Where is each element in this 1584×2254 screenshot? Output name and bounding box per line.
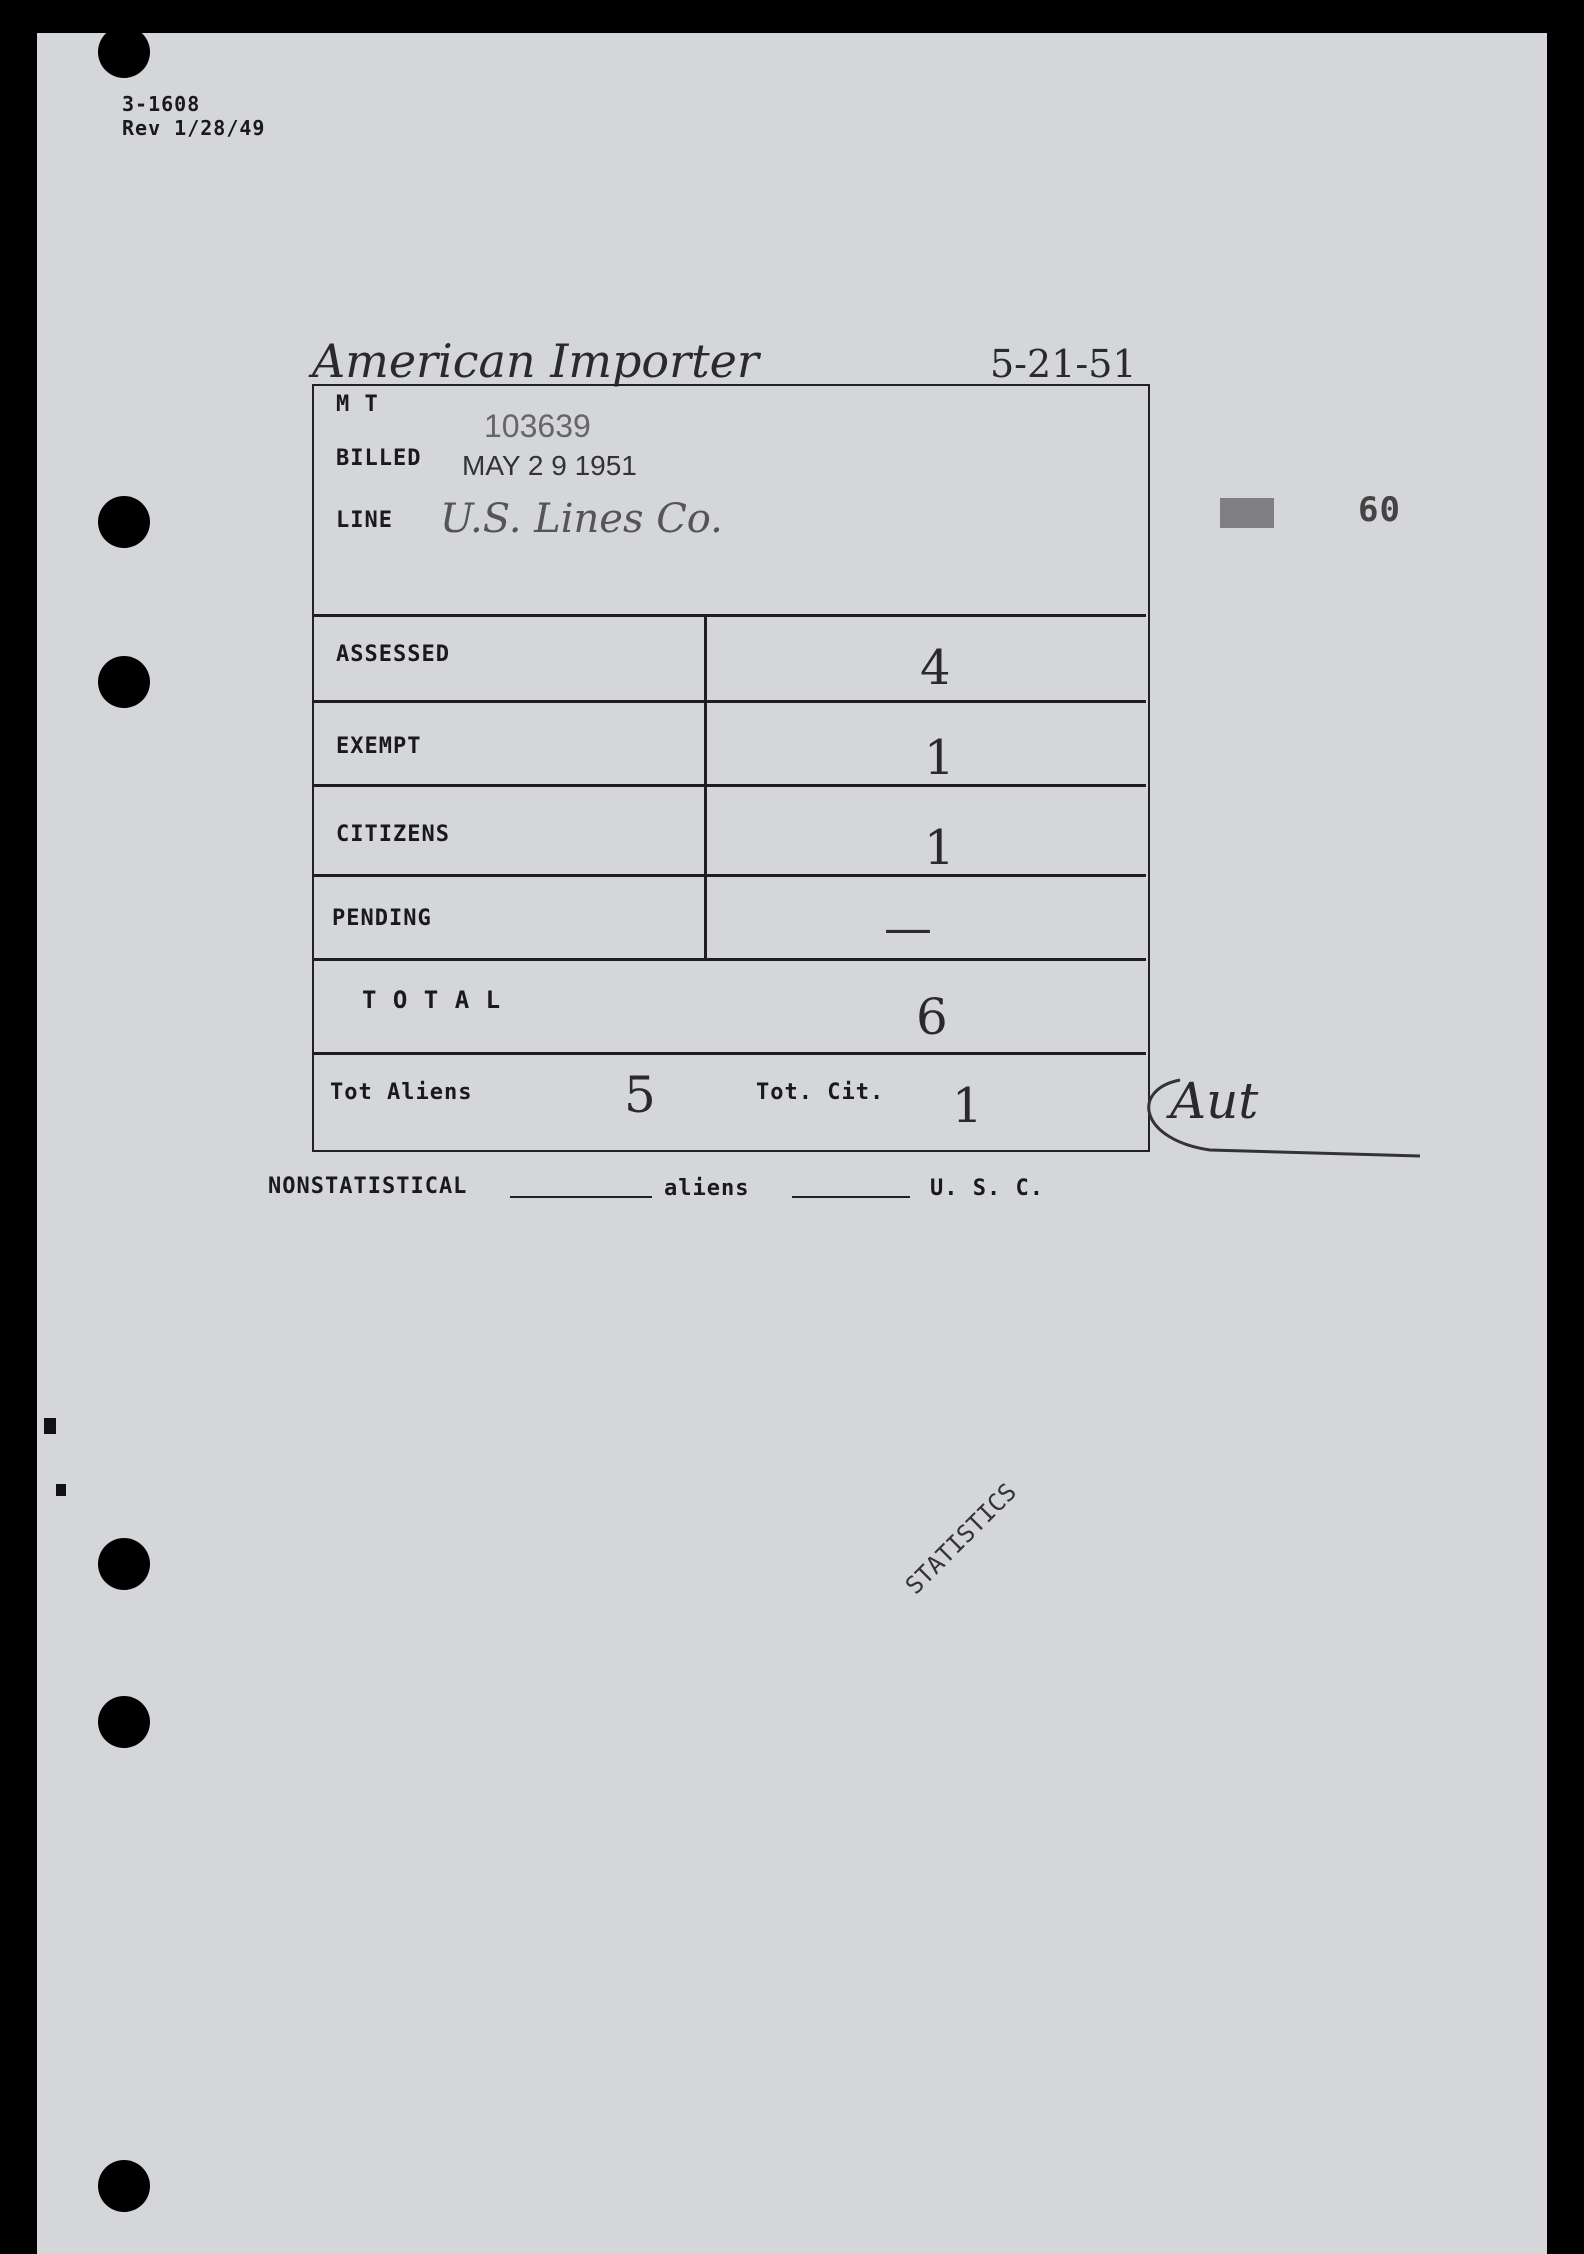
tot-aliens-label: Tot Aliens [330,1080,473,1105]
punch-hole-2 [98,496,150,548]
exempt-value: 1 [924,730,955,786]
punch-hole-5 [98,1696,150,1748]
punch-hole-1 [98,26,150,78]
statistics-card [312,384,1150,1152]
edge-mark-1 [44,1418,56,1434]
form-revision: Rev 1/28/49 [122,116,266,140]
aliens-label: aliens [664,1176,750,1201]
line-value: U.S. Lines Co. [440,496,723,542]
tot-aliens-value: 5 [624,1066,656,1124]
initials: Aut [1170,1072,1259,1130]
mt-label: M T [336,392,379,417]
punch-hole-3 [98,656,150,708]
nonstatistical-blank [510,1196,652,1198]
table-column-divider [704,616,707,958]
aliens-blank [792,1196,910,1198]
stamp-number: 103639 [484,408,591,444]
billed-label: BILLED [336,446,422,471]
redacted-mark [1220,498,1274,528]
punch-hole-4 [98,1538,150,1590]
citizens-value: 1 [924,820,955,876]
line-label: LINE [336,508,393,533]
initials-underline [1120,1060,1450,1170]
vessel-name: American Importer [312,334,759,388]
table-rule-1 [314,700,1146,703]
billed-date-stamp: MAY 2 9 1951 [462,450,637,481]
assessed-label: ASSESSED [336,642,450,667]
total-label: T O T A L [362,986,502,1014]
usc-label: U. S. C. [930,1176,1044,1201]
table-rule-3 [314,874,1146,877]
punch-hole-6 [98,2160,150,2212]
form-number: 3-1608 [122,92,201,116]
total-value: 6 [916,988,948,1046]
exempt-label: EXEMPT [336,734,422,759]
table-rule-4 [314,958,1146,961]
tot-cit-value: 1 [952,1078,983,1134]
side-number: 60 [1358,490,1401,530]
pending-value: — [884,900,932,956]
edge-mark-2 [56,1484,66,1496]
table-rule-5 [314,1052,1146,1055]
arrival-date: 5-21-51 [990,342,1137,386]
assessed-value: 4 [920,640,951,696]
pending-label: PENDING [332,906,432,931]
nonstatistical-label: NONSTATISTICAL [268,1174,468,1199]
table-rule-top [314,614,1146,617]
statistics-stamp: STATISTICS [900,1477,1022,1600]
citizens-label: CITIZENS [336,822,450,847]
table-rule-2 [314,784,1146,787]
tot-cit-label: Tot. Cit. [756,1080,885,1105]
